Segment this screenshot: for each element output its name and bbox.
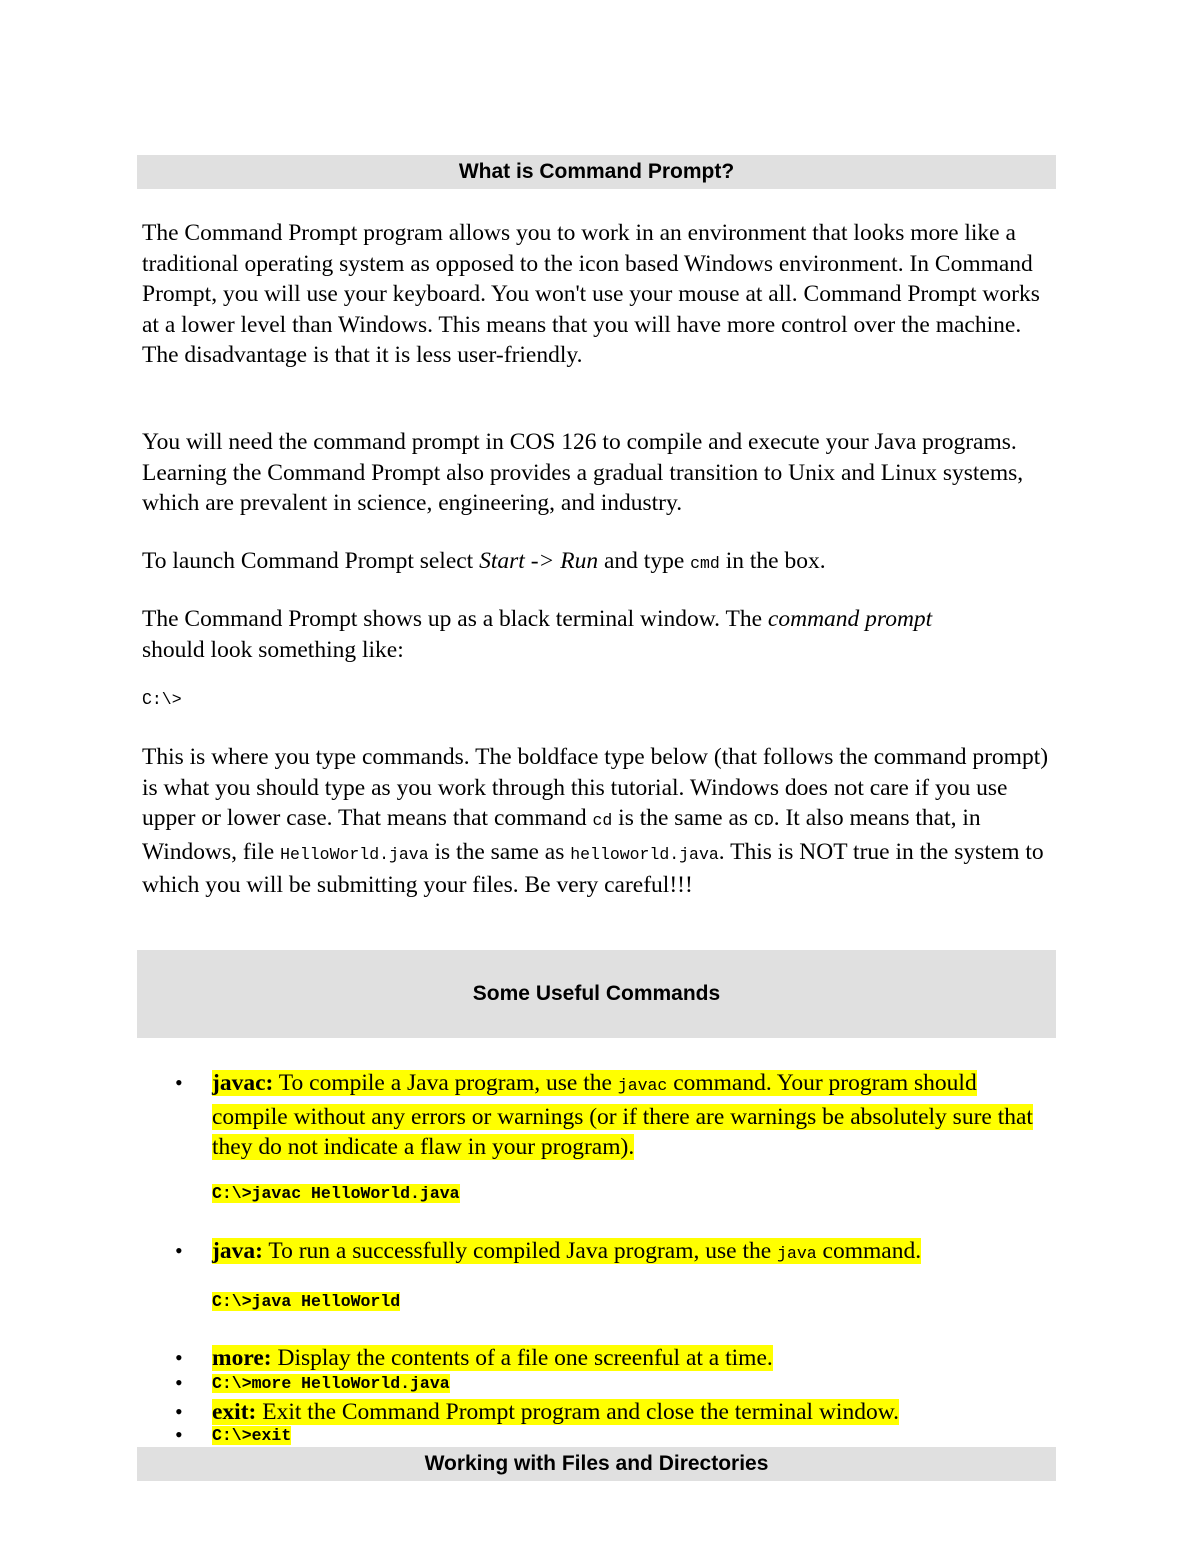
bullet-icon: •: [175, 1422, 183, 1447]
code-CD: CD: [753, 811, 774, 830]
code-file: helloworld.java: [570, 844, 719, 864]
text: This is where you type commands. The boldface type below (that follows the command prompt) is what you should type as you work through this tutorial. Windows does not care if you use upper or lower case. That means that command: [142, 744, 1049, 831]
bullet-icon: •: [175, 1070, 183, 1095]
paragraph-intro: The Command Prompt program allows you to work in an environment that looks more like a traditional operating system as opposed to the icon based Windows environment. In Command Prompt, you will use your keyboard. You won't use your mouse at all. Command Prompt works at a lower level than Windows. This means that you will have more control over the machine. The disadvantage is that it is less user-friendly.: [142, 220, 1040, 368]
section-header-files-directories: [137, 1447, 1056, 1481]
code-file: HelloWorld.java: [280, 844, 429, 864]
section-title: What is Command Prompt?: [458, 160, 735, 183]
section-header-useful-commands: [137, 950, 1056, 1038]
list-item-javac: [212, 1068, 1052, 1163]
bullet-icon: •: [175, 1345, 183, 1370]
text: is the same as: [612, 805, 754, 831]
code-cd: cd: [592, 811, 613, 830]
bullet-icon: •: [175, 1399, 183, 1424]
text: Exit the Command Prompt program and close the terminal window.: [256, 1399, 900, 1425]
text: and type: [598, 548, 691, 574]
prompt: C:\>: [212, 1374, 252, 1393]
code-cmd: cmd: [690, 554, 720, 573]
example-exit: [212, 1426, 291, 1445]
paragraph-terminal: [142, 604, 972, 665]
section-title: Some Useful Commands: [472, 982, 721, 1005]
prompt: C:\>: [212, 1426, 252, 1445]
text: should look something like:: [142, 636, 404, 663]
text: command. Your program should compile without any errors or warnings (or if there are warnings be absolutely sure that they do not indicate a flaw in your program).: [212, 1070, 1033, 1160]
text: Display the contents of a file one screenful at a time.: [271, 1345, 773, 1371]
prompt: C:\>: [212, 1292, 252, 1311]
command-name: java:: [212, 1238, 263, 1264]
paragraph-launch: [142, 546, 1057, 580]
prompt: C:\>: [212, 1184, 252, 1203]
text: To compile a Java program, use the: [273, 1070, 618, 1096]
menu-start: Start: [479, 548, 525, 574]
text: . It also means that, in Windows, file: [142, 805, 981, 865]
bullet-icon: •: [175, 1370, 183, 1395]
list-item-more: [212, 1343, 1052, 1374]
example-more: [212, 1374, 450, 1393]
prompt-example: C:\>: [142, 690, 182, 709]
command-name: javac:: [212, 1070, 274, 1096]
term-command-prompt: command prompt: [767, 606, 933, 632]
section-header-what-is-command-prompt: [137, 155, 1056, 189]
code: javac: [617, 1076, 668, 1095]
text: command.: [816, 1238, 922, 1264]
command-name: more:: [212, 1345, 272, 1371]
paragraph-cos126: You will need the command prompt in COS 126 to compile and execute your Java programs. Learning the Command Prompt also provides a gradual transition to Unix and Linux systems, which are prevalent in science, engineering, and industry.: [142, 429, 1024, 516]
menu-run: Run: [560, 548, 599, 574]
example-javac: [212, 1184, 460, 1203]
text: The Command Prompt shows up as a black terminal window. The: [142, 606, 768, 632]
text: To run a successfully compiled Java program, use the: [262, 1238, 778, 1264]
text: To launch Command Prompt select: [142, 548, 480, 574]
command: javac HelloWorld.java: [251, 1184, 460, 1203]
section-title: Working with Files and Directories: [424, 1452, 769, 1475]
command: more HelloWorld.java: [251, 1374, 450, 1393]
paragraph-case: [142, 742, 1057, 901]
code: java: [777, 1244, 817, 1263]
list-item-java: [212, 1236, 1052, 1270]
command: exit: [251, 1426, 292, 1445]
text: in the box.: [719, 548, 826, 574]
text: is the same as: [428, 838, 571, 865]
text: . This is NOT true in the system to which you will be submitting your files. Be very careful!!!: [142, 838, 1044, 898]
bullet-icon: •: [175, 1238, 183, 1263]
list-item-exit: [212, 1397, 1052, 1428]
example-java: [212, 1292, 400, 1311]
command: java HelloWorld: [251, 1292, 401, 1311]
command-name: exit:: [212, 1399, 257, 1425]
arrow: ->: [524, 548, 561, 574]
